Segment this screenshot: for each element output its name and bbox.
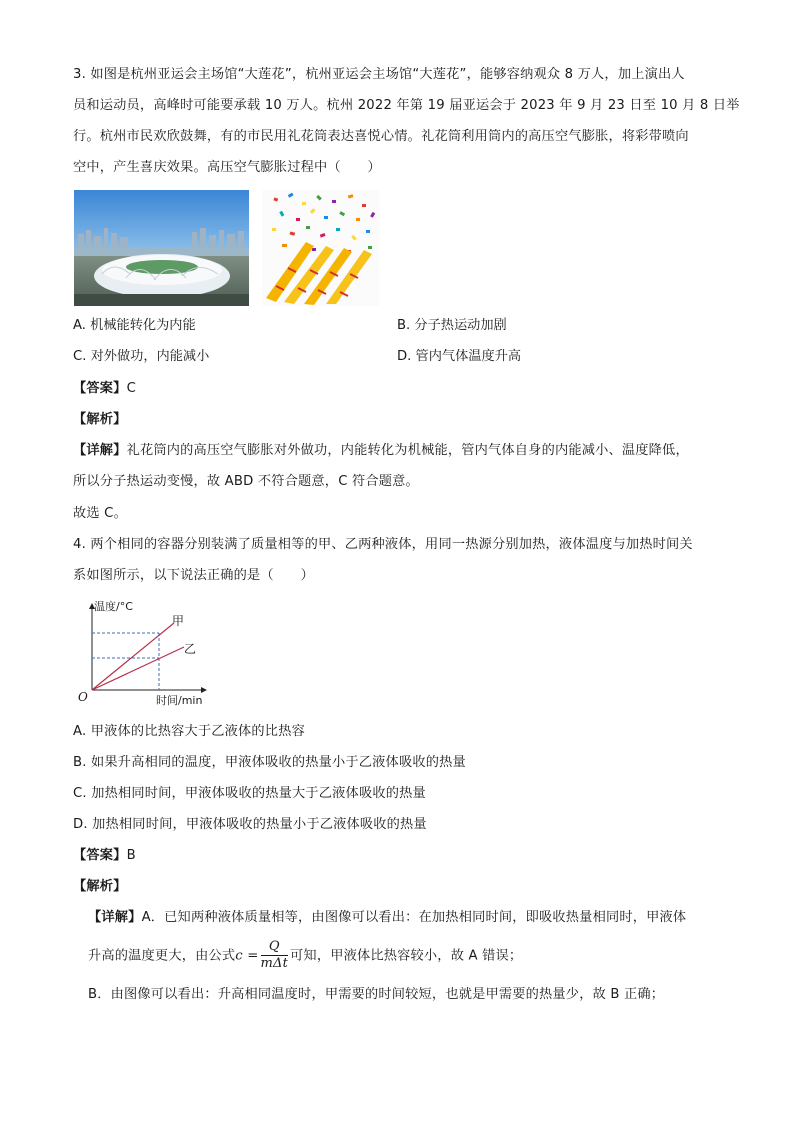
formula-fraction [261,939,289,972]
x-axis-label: 时间/min [156,694,203,707]
formula-denominator: mΔt [260,956,289,971]
q3-text-line-1: 3. 如图是杭州亚运会主场馆“大莲花”，杭州亚运会主场馆“大莲花”，能够容纳观众 8 万人，加上演出人 [73,67,685,82]
q3-option-b: B. 分子热运动加剧 [397,318,507,333]
q4-detail-line-2 [88,939,522,974]
q4-detail-tag: 【详解】 [88,910,142,925]
q4-option-c: C. 加热相同时间，甲液体吸收的热量大于乙液体吸收的热量 [73,786,426,801]
q4-answer [73,847,136,865]
series-b-label: 乙 [184,642,197,656]
q3-conclusion: 故选 C。 [73,506,127,521]
q3-detail-tag: 【详解】 [73,443,127,458]
q4-detail-text-a2-post: 可知，甲液体比热容较小，故 A 错误； [290,948,523,964]
y-axis-label: 温度/°C [94,600,133,613]
series-a-label: 甲 [172,614,185,628]
q4-option-d: D. 加热相同时间，甲液体吸收的热量小于乙液体吸收的热量 [73,817,427,832]
q3-option-d: D. 管内气体温度升高 [397,349,522,364]
q4-answer-tag: 【答案】 [73,848,127,863]
q3-answer-tag: 【答案】 [73,381,127,396]
q4-option-b: B. 如果升高相同的温度，甲液体吸收的热量小于乙液体吸收的热量 [73,755,466,770]
q3-answer [73,380,136,398]
q4-analysis-tag: 【解析】 [73,879,127,894]
q4-detail-line-1 [88,909,686,927]
q3-text-line-4: 空中，产生喜庆效果。高压空气膨胀过程中（ ） [73,160,381,175]
temperature-time-graph [74,596,214,710]
q4-text-line-1: 4. 两个相同的容器分别装满了质量相等的甲、乙两种液体，用同一热源分别加热，液体温度与加热时间关 [73,537,693,552]
q3-text-line-2: 员和运动员，高峰时可能要承载 10 万人。杭州 2022 年第 19 届亚运会于 2023 年 9 月 23 日至 10 月 8 日举 [73,98,740,113]
q3-detail-line-1 [73,442,689,460]
stadium-photo [74,190,249,306]
formula-lhs: c = [235,948,259,964]
q3-analysis-tag: 【解析】 [73,412,127,427]
q4-detail-line-3: B．由图像可以看出：升高相同温度时，甲需要的时间较短，也就是甲需要的热量少，故 B 正确； [88,987,665,1002]
series-b-line [92,647,184,690]
q3-option-a: A. 机械能转化为内能 [73,318,196,333]
q4-text-line-2: 系如图所示，以下说法正确的是（ ） [73,568,314,583]
q4-answer-value: B [126,848,136,863]
origin-label: O [78,690,88,704]
q3-answer-value: C [126,381,136,396]
confetti-cannon-photo [262,190,379,306]
q4-detail-text-a1: A．已知两种液体质量相等，由图像可以看出：在加热相同时间，即吸收热量相同时，甲液体 [141,910,687,925]
formula-numerator: Q [261,939,289,956]
q4-option-a: A. 甲液体的比热容大于乙液体的比热容 [73,724,305,739]
q3-option-c: C. 对外做功，内能减小 [73,349,210,364]
q3-detail-text-1: 礼花筒内的高压空气膨胀对外做功，内能转化为机械能，管内气体自身的内能减小、温度降低， [126,443,689,458]
q4-detail-text-a2-pre: 升高的温度更大，由公式 [88,948,236,964]
q3-text-line-3: 行。杭州市民欢欣鼓舞，有的市民用礼花筒表达喜悦心情。礼花筒利用筒内的高压空气膨胀，将彩带喷向 [73,129,689,144]
q3-detail-line-2: 所以分子热运动变慢，故 ABD 不符合题意，C 符合题意。 [73,474,419,489]
